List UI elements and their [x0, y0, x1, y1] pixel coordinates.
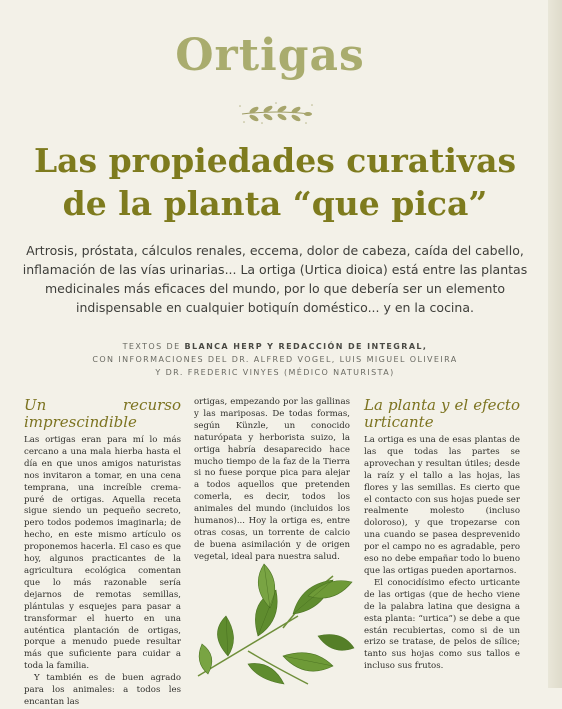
subhead-efecto-urticante: La planta y el efecto urticante: [364, 396, 520, 431]
column-1-paragraph: Las ortigas eran para mí lo más cercano a una mala hierba hasta el día en que unos amigos naturistas nos invitaron a tomar, en una cena temprana, una increíble crema-puré de ortigas. Aquella receta sigue siendo un pequeño secreto, pero todos podemos imaginarla; de hecho, en este mismo artículo os proponemos hacerla. El caso es que hoy, algunos practicantes de la agricultura ecológica comentan que lo más razonable sería dejarnos de remotas semillas, plántulas y esquejes para pasar a transformar el huerto en una auténtica plantación de ortigas, porque a menudo puede resultar más que suficiente para cuidar a toda la familia.: [24, 435, 181, 672]
credits-prefix: TEXTOS DE: [122, 342, 185, 351]
column-3-paragraph: La ortiga es una de esas plantas de las que todas las partes se aprovechan y resultan útiles; desde la raíz y el tallo a las hojas, las flores y las semillas. Es cierto que el contacto con sus hojas puede ser realmente molesto (incluso doloroso), y que tropezarse con una cuando se pasea desprevenido por el campo no es agradable, pero eso no debe empañar todo lo bueno que las ortigas pueden aportarnos.: [364, 435, 520, 576]
leaf-sprig-icon: [236, 100, 316, 126]
column-2-paragraph: ortigas, empezando por las gallinas y las mariposas. De todas formas, según Künzle, un conocido naturópata y herborista suizo, la ortiga habría desaparecido hace mucho tiempo de la faz de la Tierra si no fuese porque pica para alejar a todos aquellos que pretenden comerla, es decir, todos los animales del mundo (incluidos los humanos)... Hoy la ortiga es, entre otras cosas, un torrente de calcio de buena asimilación y de origen vegetal, ideal para nuestra salud.: [194, 397, 350, 562]
column-3-paragraph: El conocidísimo efecto urticante de las ortigas (que de hecho viene de la palabra latina que designa a esta planta: “urtica”) se debe a que están recubiertas, como si de un erizo se tratase, de pelos de sílice; tanto sus hojas como sus tallos e incluso sus frutos.: [364, 577, 520, 672]
article-lead: Artrosis, próstata, cálculos renales, eccema, dolor de cabeza, caída del cabello, inflamación de las vías urinarias... La ortiga (Urtica dioica) está entre las plantas medicinales más eficaces del mundo, por lo que debería ser un elemento indispensable en cualquier botiquín doméstico... y en la cocina.: [22, 243, 528, 315]
column-1-paragraph: Y también es de buen agrado para los animales: a todos les encantan las: [24, 673, 181, 707]
column-3: [364, 397, 520, 673]
article-headline: [10, 139, 540, 225]
headline-line-1: Las propiedades curativas: [33, 141, 517, 180]
column-1: [24, 397, 181, 709]
credits-line-1: [30, 340, 520, 353]
page-edge-shadow: [548, 0, 562, 688]
column-2: [194, 397, 350, 564]
headline-line-2: de la planta “que pica”: [62, 184, 488, 223]
nettle-leaves-illustration: [188, 556, 358, 688]
subhead-recurso: Un recurso imprescindible: [24, 396, 181, 431]
credits-line-3: Y DR. FREDERIC VINYES (MÉDICO NATURISTA): [155, 368, 395, 377]
credits-line-2: CON INFORMACIONES DEL DR. ALFRED VOGEL, LUIS MIGUEL OLIVEIRA: [92, 355, 458, 364]
credits-authors: BLANCA HERP Y REDACCIÓN DE INTEGRAL,: [184, 342, 428, 351]
article-credits: [30, 340, 520, 379]
section-kicker: Ortigas: [175, 30, 365, 81]
